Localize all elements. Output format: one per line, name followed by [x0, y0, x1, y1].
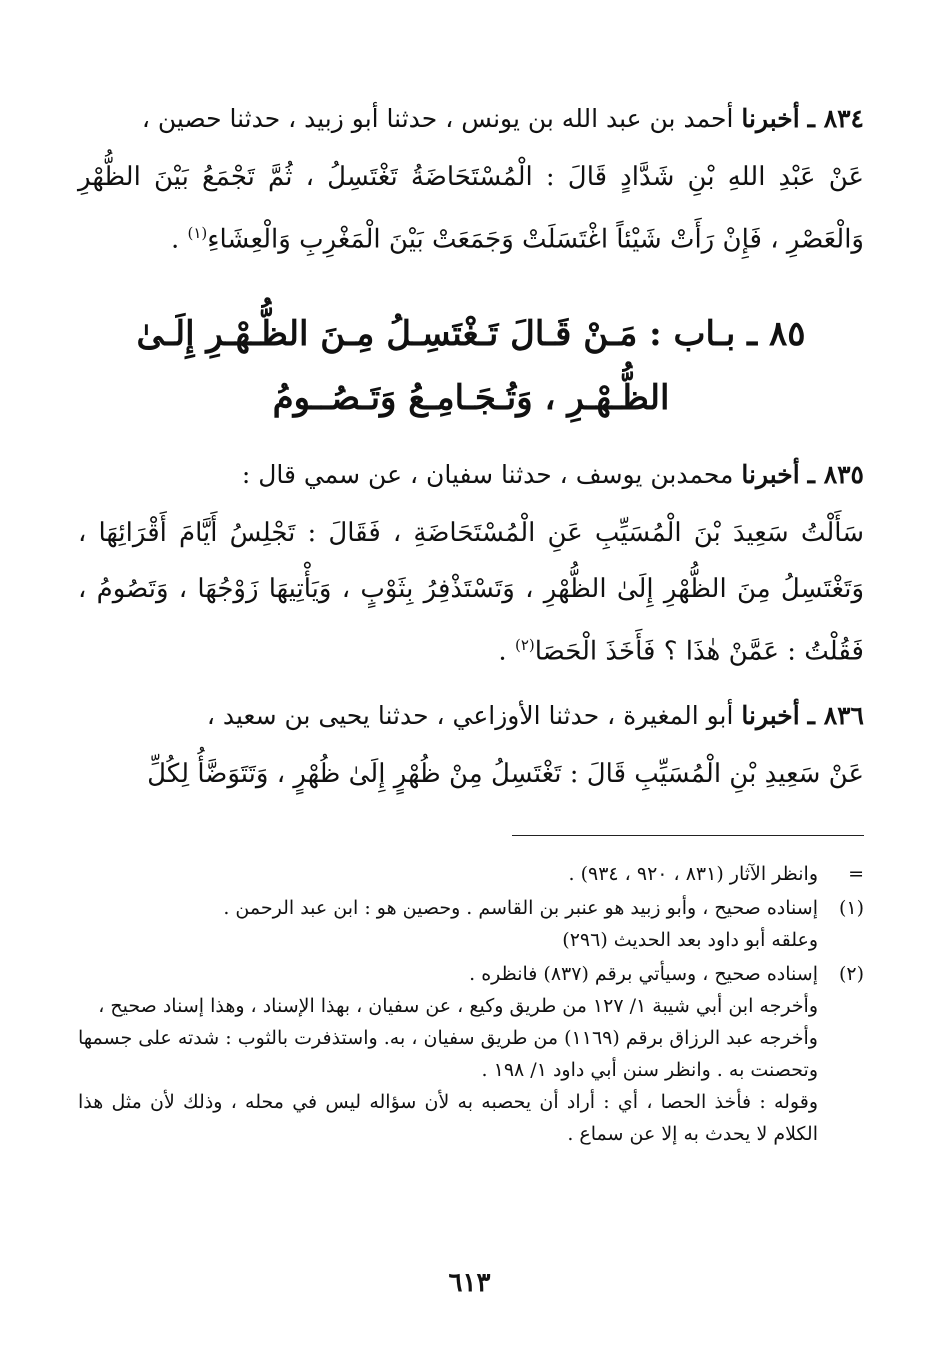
hadith-number: ٨٣٦ ـ [807, 701, 864, 731]
matn-text: سَأَلْتُ سَعِيدَ بْنَ الْمُسَيِّبِ عَنِ الْمُسْتَحَاضَةِ ، فَقَالَ : تَجْلِسُ أَيَّامَ أَقْرَائِهَا ، وَتَغْتَسِلُ مِنَ الظُّهْرِ إِلَىٰ الظُّهْرِ ، وَتَسْتَذْفِرُ بِثَوْبٍ ، وَيَأْتِيهَا زَوْجُهَا ، وَتَصُومُ ، فَقُلْتُ : عَمَّنْ هٰذَا ؟ فَأَخَذَ الْحَصَا [78, 517, 864, 667]
narration-lead-word: أخبرنا [741, 104, 800, 133]
sentence-end: . [170, 224, 188, 255]
footnote-body [78, 858, 818, 890]
hadith-835-matn [78, 505, 864, 680]
footnote-ref: (٢) [514, 635, 535, 654]
chapter-heading-line-1: ٨٥ ـ بـاب : مَـنْ قَـالَ تَـغْتَسِـلُ مِـنَ الظُّـهْـرِ إِلَـىٰ [136, 313, 806, 354]
footnotes [78, 858, 864, 1150]
hadith-836-matn [78, 746, 864, 802]
sentence-end: . [498, 636, 515, 667]
footnote-mark: (١) [838, 897, 864, 919]
footnote-ref: (١) [187, 224, 208, 242]
hadith-834-matn [78, 149, 864, 268]
footnote-line: وقوله : فأخذ الحصا ، أي : أراد أن يحصبه به لأن سؤاله ليس في محله ، وذلك لأن مثل هذا الكلام لا يحدث به إلا عن سماع . [78, 1091, 818, 1145]
chapter-heading-line-2: الظُّـهْـرِ ، وَتُـجَـامِـعُ وَتَـصُــومُ [272, 377, 670, 418]
isnad-text: محمدبن يوسف ، حدثنا سفيان ، عن سمي قال : [241, 459, 734, 489]
isnad-text: أحمد بن عبد الله بن يونس ، حدثنا أبو زبيد ، حدثنا حصين ، [141, 104, 734, 133]
page-number: ٦١٣ [448, 1268, 491, 1298]
hadith-number: ٨٣٤ ـ [807, 104, 864, 133]
footnote-separator [512, 835, 864, 836]
footnote-line: وأخرجه عبد الرزاق برقم (١١٦٩) من طريق سفيان ، به. واستذفرت بالثوب : شدته على جسمها وتحصنت به . وانظر سنن أبي داود ١/ ١٩٨ . [78, 1027, 818, 1081]
chapter-heading [78, 302, 864, 430]
footnote-continuation [78, 858, 864, 890]
footnote-line: وانظر الآثار (٨٣١ ، ٩٢٠ ، ٩٣٤) . [568, 863, 818, 885]
main-text [78, 92, 864, 802]
matn-text: عَنْ عَبْدِ اللهِ بْنِ شَدَّادٍ قَالَ : الْمُسْتَحَاضَةُ تَغْتَسِلُ ، ثُمَّ تَجْمَعُ بَيْنَ الظُّهْرِ وَالْعَصْرِ ، فَإِنْ رَأَتْ شَيْئاً اغْتَسَلَتْ وَجَمَعَتْ بَيْنَ الْمَغْرِبِ وَالْعِشَاءِ [78, 162, 864, 255]
footnote-1 [78, 892, 864, 956]
footnote-2 [78, 958, 864, 1150]
hadith-835-chain [78, 448, 864, 501]
narration-lead-word: أخبرنا [741, 701, 800, 731]
footnote-mark: (٢) [838, 963, 864, 985]
isnad-text: أبو المغيرة ، حدثنا الأوزاعي ، حدثنا يحيى بن سعيد ، [206, 701, 734, 731]
footnote-body [78, 892, 818, 956]
footnote-line: إسناده صحيح ، وسيأتي برقم (٨٣٧) فانظره . [469, 963, 818, 985]
matn-text: عَنْ سَعِيدِ بْنِ الْمُسَيِّبِ قَالَ : تَغْتَسِلُ مِنْ ظُهْرٍ إِلَىٰ ظُهْرٍ ، وَتَتَوَضَّأُ لِكُلِّ [147, 759, 864, 790]
footnote-line: إسناده صحيح ، وأبو زبيد هو عنبر بن القاسم . وحصين هو : ابن عبد الرحمن . [223, 897, 818, 919]
footnote-body [78, 958, 818, 1150]
hadith-836-chain [78, 689, 864, 742]
narration-lead-word: أخبرنا [741, 459, 800, 489]
footnote-line: وأخرجه ابن أبي شيبة ١/ ١٢٧ من طريق وكيع ، عن سفيان ، بهذا الإسناد ، وهذا إسناد صحيح ، [98, 995, 818, 1017]
footnote-line: وعلقه أبو داود بعد الحديث (٢٩٦) [562, 929, 818, 951]
hadith-834-chain [78, 92, 864, 145]
hadith-number: ٨٣٥ ـ [807, 459, 864, 489]
footnote-mark: = [848, 863, 864, 885]
